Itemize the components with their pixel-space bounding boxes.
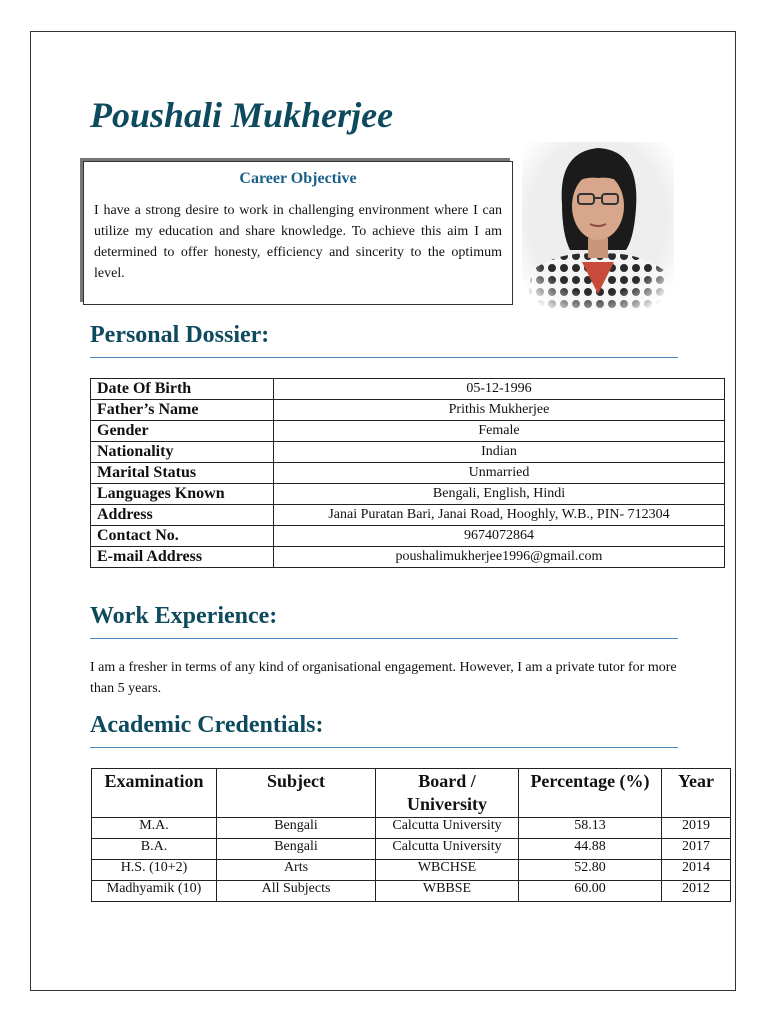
table-header-row	[92, 769, 731, 818]
exam-cell: B.A.	[92, 839, 217, 860]
career-objective-title: Career Objective	[239, 170, 357, 187]
dossier-label: E-mail Address	[91, 547, 274, 568]
percentage-cell: 52.80	[519, 860, 662, 881]
dossier-value: Bengali, English, Hindi	[274, 484, 725, 505]
work-experience-heading: Work Experience:	[90, 603, 278, 629]
dossier-label: Nationality	[91, 442, 274, 463]
exam-cell: Madhyamik (10)	[92, 881, 217, 902]
exam-cell: M.A.	[92, 818, 217, 839]
year-cell: 2014	[662, 860, 731, 881]
dossier-label: Contact No.	[91, 526, 274, 547]
table-row	[91, 463, 725, 484]
column-header-percentage: Percentage (%)	[519, 769, 662, 818]
year-cell: 2019	[662, 818, 731, 839]
table-row	[91, 547, 725, 568]
personal-dossier-table	[90, 378, 725, 568]
table-row	[92, 860, 731, 881]
career-objective-text: I have a strong desire to work in challenging environment where I can utilize my education and share knowledge. To achieve this aim I am determined to offer honesty, efficiency and sincerity to the optimum level.	[94, 203, 502, 281]
subject-cell: All Subjects	[217, 881, 376, 902]
table-row	[91, 379, 725, 400]
table-row	[91, 526, 725, 547]
percentage-cell: 58.13	[519, 818, 662, 839]
work-experience-rule	[90, 638, 678, 639]
table-row	[91, 442, 725, 463]
year-cell: 2012	[662, 881, 731, 902]
career-objective-box	[83, 161, 513, 305]
table-row	[91, 484, 725, 505]
column-header-board: Board / University	[376, 769, 519, 818]
dossier-label: Date Of Birth	[91, 379, 274, 400]
board-cell: WBBSE	[376, 881, 519, 902]
table-row	[91, 400, 725, 421]
candidate-name: Poushali Mukherjee	[90, 95, 394, 135]
subject-cell: Bengali	[217, 839, 376, 860]
table-row	[91, 421, 725, 442]
table-row	[92, 818, 731, 839]
personal-dossier-rule	[90, 357, 678, 358]
column-header-subject: Subject	[217, 769, 376, 818]
dossier-label: Father’s Name	[91, 400, 274, 421]
table-row	[92, 839, 731, 860]
board-cell: WBCHSE	[376, 860, 519, 881]
subject-cell: Arts	[217, 860, 376, 881]
dossier-label: Gender	[91, 421, 274, 442]
dossier-label: Marital Status	[91, 463, 274, 484]
dossier-value: Janai Puratan Bari, Janai Road, Hooghly, W.B., PIN- 712304	[274, 505, 725, 526]
board-cell: Calcutta University	[376, 818, 519, 839]
academic-credentials-heading: Academic Credentials:	[90, 712, 324, 738]
subject-cell: Bengali	[217, 818, 376, 839]
percentage-cell: 60.00	[519, 881, 662, 902]
table-row	[91, 505, 725, 526]
academic-table	[91, 768, 731, 902]
academic-credentials-rule	[90, 747, 678, 748]
column-header-year: Year	[662, 769, 731, 818]
dossier-value: 05-12-1996	[274, 379, 725, 400]
dossier-label: Address	[91, 505, 274, 526]
dossier-label: Languages Known	[91, 484, 274, 505]
dossier-value: Prithis Mukherjee	[274, 400, 725, 421]
email-address-value[interactable]: poushalimukherjee1996@gmail.com	[274, 547, 725, 568]
dossier-value: Unmarried	[274, 463, 725, 484]
personal-dossier-heading: Personal Dossier:	[90, 322, 270, 348]
percentage-cell: 44.88	[519, 839, 662, 860]
column-header-examination: Examination	[92, 769, 217, 818]
dossier-value: 9674072864	[274, 526, 725, 547]
work-experience-text: I am a fresher in terms of any kind of organisational engagement. However, I am a private tutor for more than 5 years.	[90, 660, 677, 696]
exam-cell: H.S. (10+2)	[92, 860, 217, 881]
profile-photo	[522, 142, 674, 310]
dossier-value: Female	[274, 421, 725, 442]
year-cell: 2017	[662, 839, 731, 860]
table-row	[92, 881, 731, 902]
dossier-value: Indian	[274, 442, 725, 463]
board-cell: Calcutta University	[376, 839, 519, 860]
